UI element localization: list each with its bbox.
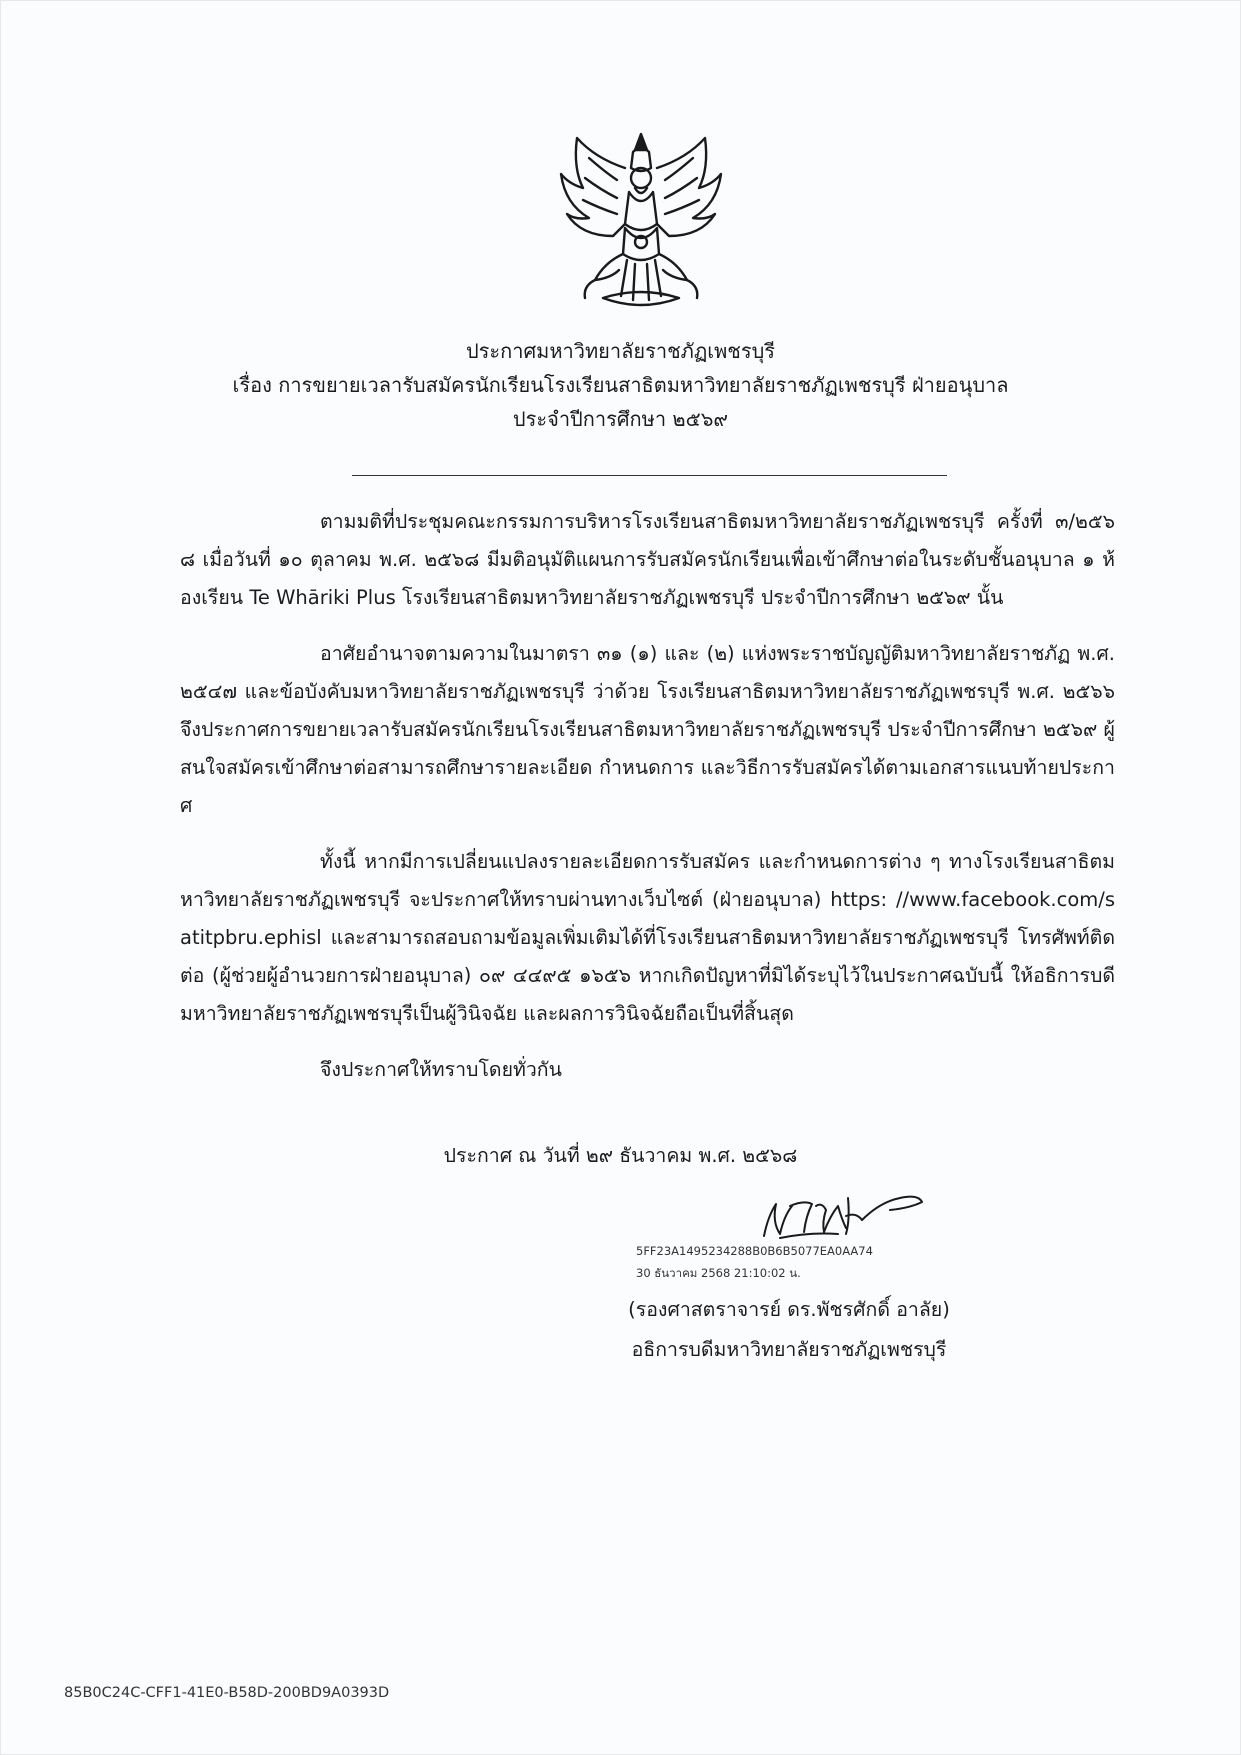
signer-block xyxy=(600,1290,978,1370)
signature-hash: 5FF23A1495234288B0B6B5077EA0AA74 xyxy=(636,1244,873,1258)
announcement-header xyxy=(150,334,1091,436)
announcement-title: ประกาศมหาวิทยาลัยราชภัฏเพชรบุรี xyxy=(465,339,776,363)
closing-statement: จึงประกาศให้ทราบโดยทั่วกัน xyxy=(320,1058,562,1081)
digital-signature-info xyxy=(636,1240,873,1284)
garuda-emblem-icon xyxy=(555,128,727,313)
academic-year-line: ประจำปีการศึกษา ๒๕๖๙ xyxy=(512,407,729,431)
announcement-date: ประกาศ ณ วันที่ ๒๙ ธันวาคม พ.ศ. ๒๕๖๘ xyxy=(443,1144,798,1167)
announcement-body xyxy=(180,503,1115,1107)
signer-position: อธิการบดีมหาวิทยาลัยราชภัฏเพชรบุรี xyxy=(631,1338,947,1361)
handwritten-signature xyxy=(750,1176,930,1246)
document-id-code: 85B0C24C-CFF1-41E0-B58D-200BD9A0393D xyxy=(64,1685,390,1701)
signer-name: (รองศาสตราจารย์ ดร.พัชรศักดิ์ อาลัย) xyxy=(628,1298,950,1321)
announcement-subject: เรื่อง การขยายเวลารับสมัครนักเรียนโรงเรียนสาธิตมหาวิทยาลัยราชภัฏเพชรบุรี ฝ่ายอนุบาล xyxy=(232,373,1009,397)
body-paragraph: ทั้งนี้ หากมีการเปลี่ยนแปลงรายละเอียดการรับสมัคร และกำหนดการต่าง ๆ ทางโรงเรียนสาธิตมหาวิทยาลัยราชภัฏเพชรบุรี จะประกาศให้ทราบผ่านทางเว็บไซต์ (ฝ่ายอนุบาล) https: //www.facebook.com/satitpbru.ephisl และสามารถสอบถามข้อมูลเพิ่มเติมได้ที่โรงเรียนสาธิตมหาวิทยาลัยราชภัฏเพชรบุรี โทรศัพท์ติดต่อ (ผู้ช่วยผู้อำนวยการฝ่ายอนุบาล) ๐๙ ๔๔๙๕ ๑๖๕๖ หากเกิดปัญหาที่มิได้ระบุไว้ในประกาศฉบับนี้ ให้อธิการบดีมหาวิทยาลัยราชภัฏเพชรบุรีเป็นผู้วินิจฉัย และผลการวินิจฉัยถือเป็นที่สิ้นสุด xyxy=(180,850,1115,1025)
signature-timestamp: 30 ธันวาคม 2568 21:10:02 น. xyxy=(636,1266,801,1280)
body-paragraph: ตามมติที่ประชุมคณะกรรมการบริหารโรงเรียนสาธิตมหาวิทยาลัยราชภัฏเพชรบุรี ครั้งที่ ๓/๒๕๖๘ เมื่อวันที่ ๑๐ ตุลาคม พ.ศ. ๒๕๖๘ มีมติอนุมัติแผนการรับสมัครนักเรียนเพื่อเข้าศึกษาต่อในระดับชั้นอนุบาล ๑ ห้องเรียน Te Whāriki Plus โรงเรียนสาธิตมหาวิทยาลัยราชภัฏเพชรบุรี ประจำปีการศึกษา ๒๕๖๙ นั้น xyxy=(180,510,1115,609)
header-divider xyxy=(352,475,947,476)
body-paragraph: อาศัยอำนาจตามความในมาตรา ๓๑ (๑) และ (๒) แห่งพระราชบัญญัติมหาวิทยาลัยราชภัฏ พ.ศ. ๒๕๔๗ และข้อบังคับมหาวิทยาลัยราชภัฏเพชรบุรี ว่าด้วย โรงเรียนสาธิตมหาวิทยาลัยราชภัฏเพชรบุรี พ.ศ. ๒๕๖๖ จึงประกาศการขยายเวลารับสมัครนักเรียนโรงเรียนสาธิตมหาวิทยาลัยราชภัฏเพชรบุรี ประจำปีการศึกษา ๒๕๖๙ ผู้สนใจสมัครเข้าศึกษาต่อสามารถศึกษารายละเอียด กำหนดการ และวิธีการรับสมัครได้ตามเอกสารแนบท้ายประกาศ xyxy=(180,642,1115,817)
